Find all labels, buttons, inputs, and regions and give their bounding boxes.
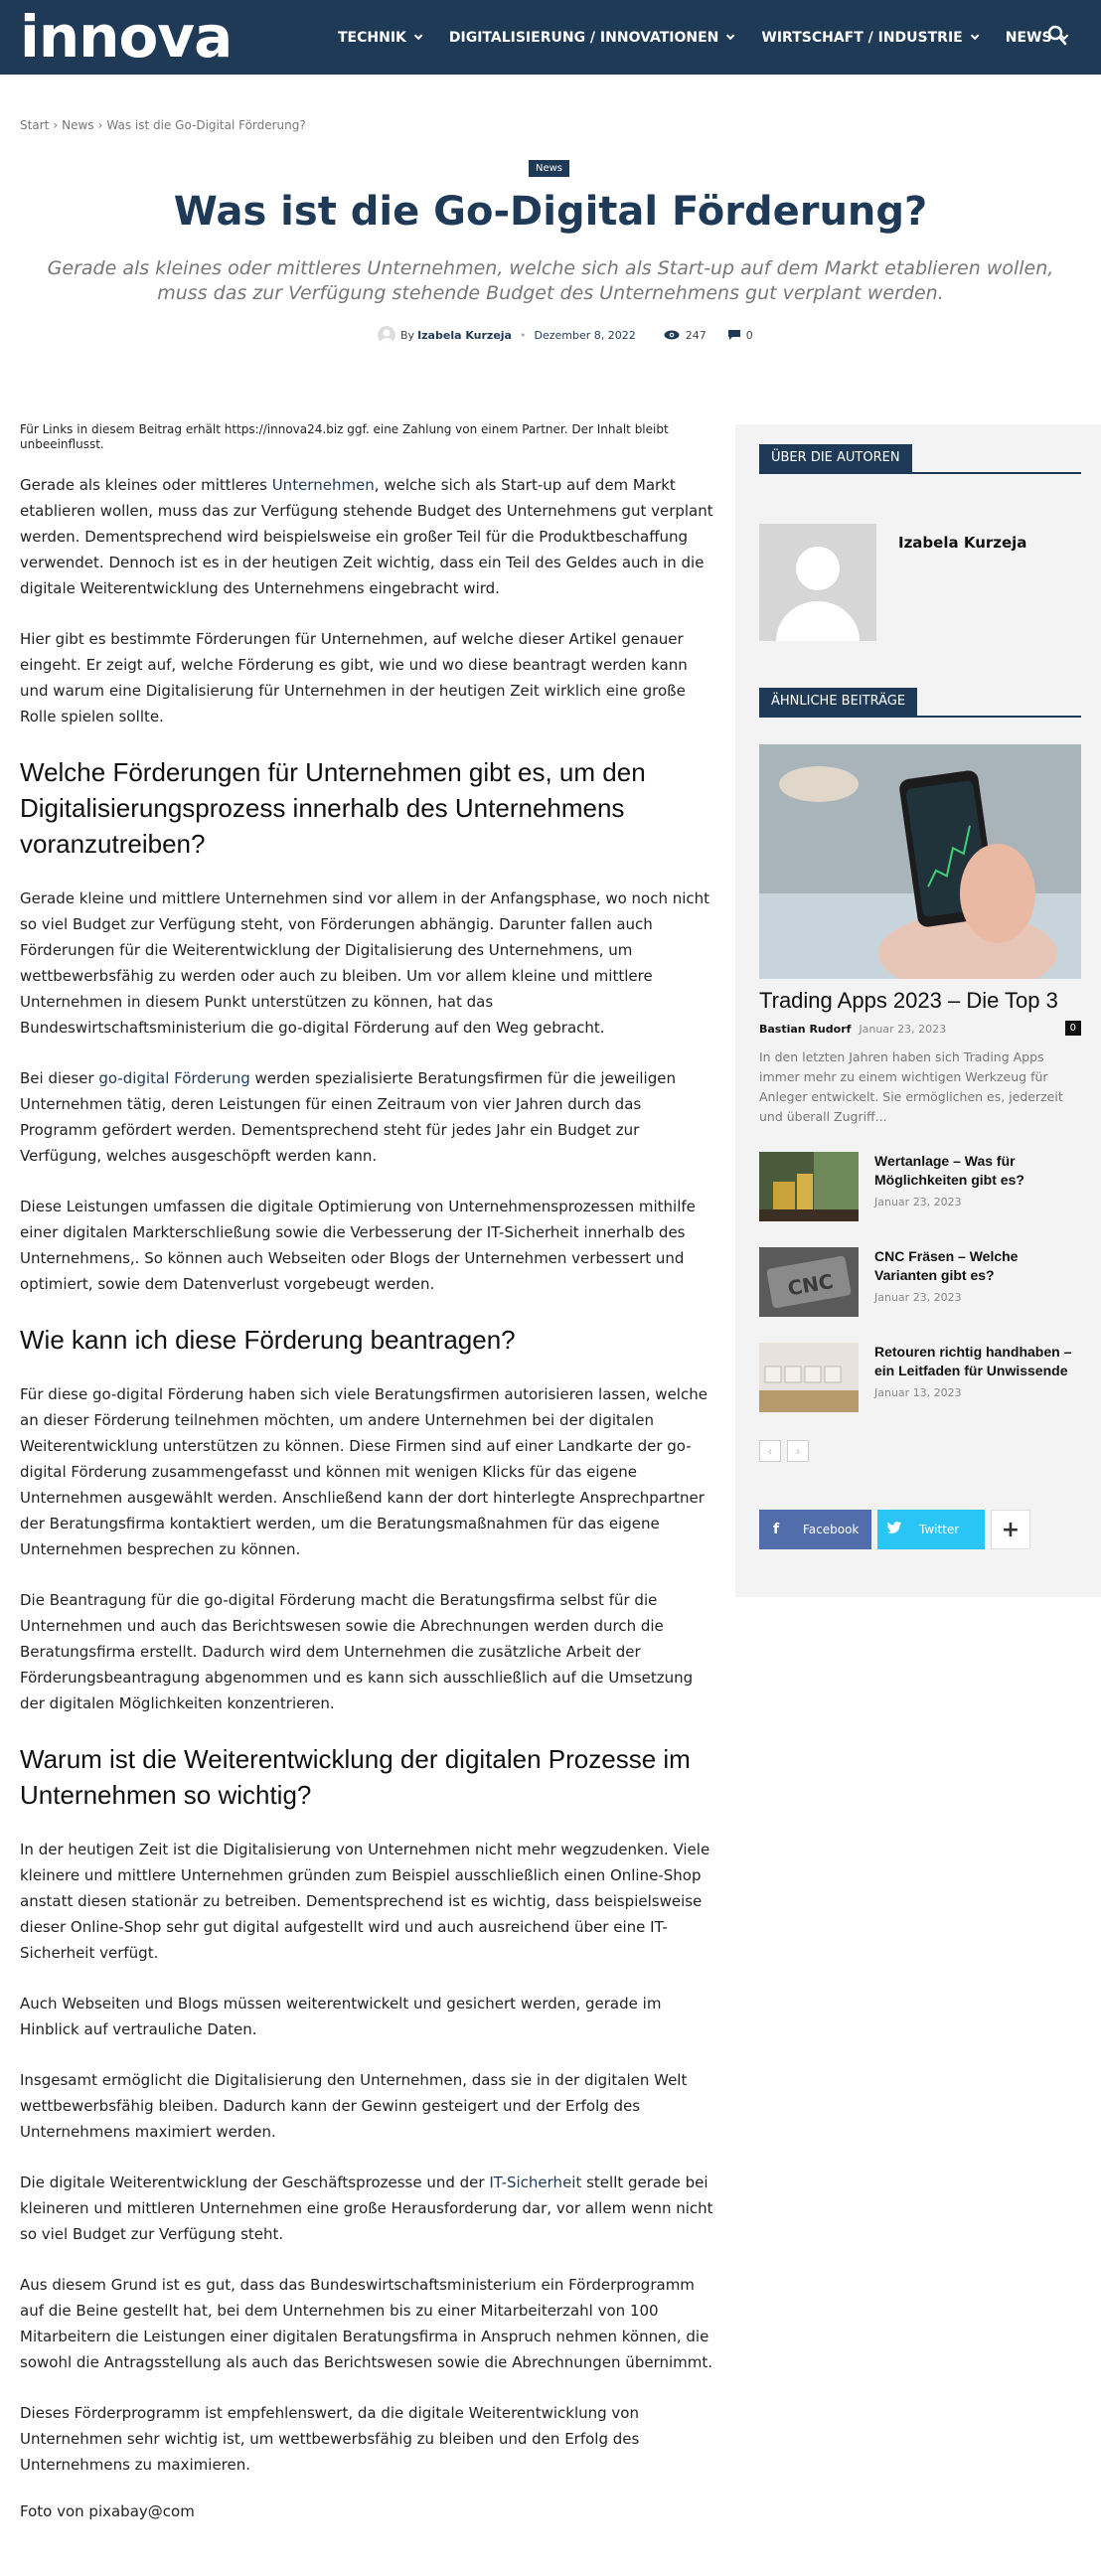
article-content xyxy=(20,422,715,2520)
nav-item-wirtschaft[interactable] xyxy=(761,30,975,46)
category-badge[interactable]: News xyxy=(529,160,569,177)
site-header xyxy=(0,0,1101,75)
author-name[interactable]: Izabela Kurzeja xyxy=(898,534,1027,552)
affiliate-disclaimer: Für Links in diesem Beitrag erhält https://innova24.biz ggf. eine Zahlung von einem Partner. Der Inhalt bleibt unbeeinflusst. xyxy=(20,422,669,451)
featured-post-title[interactable]: Trading Apps 2023 – Die Top 3 xyxy=(759,988,1058,1013)
post-subtitle: Gerade als kleines oder mittleres Unternehmen, welche sich als Start-up auf dem Markt etablieren wollen, muss das zur Verfügung stehende Budget des Unternehmens gut verplant werden. xyxy=(47,257,1054,304)
paragraph xyxy=(20,2170,715,2247)
widget-title-label: ÜBER DIE AUTOREN xyxy=(759,444,912,472)
chevron-down-icon xyxy=(726,31,734,39)
views-value: 247 xyxy=(685,328,707,342)
phone-trading-image xyxy=(759,744,1081,979)
facebook-share-button[interactable] xyxy=(759,1510,871,1549)
related-post-thumbnail[interactable] xyxy=(759,1343,859,1412)
author-avatar[interactable] xyxy=(378,326,395,344)
plus-icon: + xyxy=(1001,1517,1021,1542)
twitter-share-button[interactable] xyxy=(877,1510,985,1549)
related-post-title[interactable]: CNC Fräsen – Welche Varianten gibt es? xyxy=(874,1248,1019,1283)
post-date: Dezember 8, 2022 xyxy=(534,328,636,342)
sidebar xyxy=(735,424,1101,1597)
by-label: By xyxy=(400,328,415,342)
breadcrumb-current: Was ist die Go-Digital Förderung? xyxy=(106,118,306,132)
post-meta xyxy=(378,324,753,346)
site-logo[interactable]: innova xyxy=(20,3,233,71)
related-post-title[interactable]: Retouren richtig handhaben – ein Leitfaden für Unwissende xyxy=(874,1344,1072,1378)
related-post-title[interactable]: Wertanlage – Was für Möglichkeiten gibt es? xyxy=(874,1153,1024,1188)
chevron-down-icon xyxy=(971,31,979,39)
facebook-icon: f xyxy=(772,1522,780,1537)
author-link[interactable]: Izabela Kurzeja xyxy=(417,328,512,342)
chevron-left-icon: ‹ xyxy=(768,1444,772,1458)
more-share-button[interactable] xyxy=(991,1510,1030,1549)
cubes-image xyxy=(759,1343,859,1412)
related-post-thumbnail[interactable] xyxy=(759,1152,859,1221)
views-count xyxy=(664,329,707,342)
page-title: Was ist die Go-Digital Förderung? xyxy=(173,189,928,235)
related-widget-title xyxy=(759,688,1081,718)
share-label: Twitter xyxy=(919,1523,960,1536)
nav-item-technik[interactable] xyxy=(338,30,419,46)
author-box xyxy=(759,524,1027,641)
featured-post-author[interactable]: Bastian Rudorf xyxy=(759,1023,852,1036)
breadcrumb-home[interactable]: Start xyxy=(20,118,50,132)
authors-widget-title xyxy=(759,444,1081,474)
related-post[interactable] xyxy=(759,1152,1081,1221)
next-page-button[interactable] xyxy=(787,1440,809,1462)
paragraph: Diese Leistungen umfassen die digitale Optimierung von Unternehmensprozessen mithilfe einer digitalen Markterschließung sowie die Verbesserung der IT-Sicherheit innerhalb des Unternehmens,. So können auch Webseiten oder Blogs der Unternehmen verbessert und optimiert, sowie dem Datenverlust vorgebeugt werden. xyxy=(20,1198,696,1293)
featured-post-date: Januar 23, 2023 xyxy=(859,1023,947,1036)
comments-value: 0 xyxy=(745,328,753,342)
link-go-digital[interactable]: go-digital Förderung xyxy=(98,1069,250,1087)
paragraph xyxy=(20,1065,715,1169)
paragraph: Hier gibt es bestimmte Förderungen für Unternehmen, auf welche dieser Artikel genauer eingeht. Er zeigt auf, welche Förderung es gibt, wie und wo diese beantragt werden kann und warum eine Digitalisierung für Unternehmen in der heutigen Zeit wirklich eine große Rolle spielen sollte. xyxy=(20,630,688,725)
section-heading: Warum ist die Weiterentwicklung der digitalen Prozesse im Unternehmen so wichtig? xyxy=(20,1744,691,1810)
related-post[interactable] xyxy=(759,1247,1081,1317)
comment-icon xyxy=(728,330,740,340)
text: stellt gerade bei kleineren und mittleren Unternehmen eine große Herausforderung dar, vor allem wenn nicht so viel Budget zur Verfügung steht. xyxy=(20,2174,713,2243)
chevron-down-icon xyxy=(414,31,422,39)
text: Die digitale Weiterentwicklung der Geschäftsprozesse und der xyxy=(20,2174,490,2191)
text: werden spezialisierte Beratungsfirmen für die jeweiligen Unternehmen tätig, deren Leistungen für einen Zeitraum von vier Jahren durch das Programm gefördert werden. Dementsprechend steht für jedes Jahr ein Budget zur Verfügung, welches ausgeschöpft werden kann. xyxy=(20,1069,676,1165)
search-icon[interactable] xyxy=(1047,25,1067,47)
user-icon xyxy=(378,326,395,344)
breadcrumb-news[interactable]: News xyxy=(62,118,94,132)
related-post-thumbnail[interactable] xyxy=(759,1247,859,1317)
cnc-image xyxy=(759,1247,859,1317)
nav-label: WIRTSCHAFT / INDUSTRIE xyxy=(761,29,963,46)
nav-label: NEWS xyxy=(1005,29,1052,46)
section-heading: Wie kann ich diese Förderung beantragen? xyxy=(20,1325,516,1355)
nav-item-digitalisierung[interactable] xyxy=(449,30,732,46)
link-it-sicherheit[interactable]: IT-Sicherheit xyxy=(489,2174,582,2191)
paragraph: Auch Webseiten und Blogs müssen weiterentwickelt und gesichert werden, gerade im Hinblick auf vertrauliche Daten. xyxy=(20,1995,662,2038)
breadcrumb-separator: › xyxy=(53,118,59,132)
paragraph: Dieses Förderprogramm ist empfehlenswert, da die digitale Weiterentwicklung von Unternehmen sehr wichtig ist, um wettbewerbsfähig zu bleiben und den Erfolg des Unternehmens zu maximieren. xyxy=(20,2404,640,2474)
featured-post-excerpt: In den letzten Jahren haben sich Trading Apps immer mehr zu einem wichtigen Werkzeug für Anleger entwickelt. Sie ermöglichen es, jederzeit und überall Zugriff... xyxy=(759,1049,1063,1124)
chevron-right-icon: › xyxy=(796,1444,800,1458)
gold-coins-image xyxy=(759,1152,859,1221)
breadcrumb-separator: › xyxy=(97,118,103,132)
paragraph: Gerade kleine und mittlere Unternehmen sind vor allem in der Anfangsphase, wo noch nicht so viel Budget zur Verfügung steht, von Förderungen abhängig. Darunter fallen auch Förderungen für die Weiterentwicklung der Digitalisierung des Unternehmens, um wettbewerbsfähig zu werden oder auch zu bleiben. Um vor allem kleine und mittlere Unternehmen in diesem Punkt unterstützen zu können, hat das Bundeswirtschaftsministerium die go-digital Förderung auf den Weg gebracht. xyxy=(20,889,710,1037)
paragraph: Für diese go-digital Förderung haben sich viele Beratungsfirmen autorisieren lassen, welche an dieser Förderung teilnehmen möchten, um andere Unternehmen bei der digitalen Weiterentwicklung unterstützen zu können. Diese Firmen sind auf einer Landkarte der go-digital Förderung zusammengefasst und können mit wenigen Klicks für das eigene Unternehmen ausgewählt werden. Anschließend kann der dort hinterlegte Ansprechpartner der Beratungsfirma kontaktiert werden, um die Beratungsmaßnahmen für das eigene Unternehmen besprechen zu können. xyxy=(20,1385,708,1558)
related-pager xyxy=(759,1440,815,1462)
section-heading: Welche Förderungen für Unternehmen gibt es, um den Digitalisierungsprozess innerhalb des Unternehmens voranzutreiben? xyxy=(20,757,646,859)
svg-text:CNC: CNC xyxy=(785,1268,836,1301)
twitter-icon xyxy=(877,1522,911,1537)
nav-label: TECHNIK xyxy=(338,29,406,46)
meta-separator: • xyxy=(519,328,527,342)
paragraph: Aus diesem Grund ist es gut, dass das Bundeswirtschaftsministerium ein Förderprogramm auf die Beine gestellt hat, bei dem Unternehmen bis zu einer Mitarbeiterzahl von 100 Mitarbeitern die Leistungen einer digitalen Beratungsfirma in Anspruch nehmen können, die sowohl die Antragsstellung als auch das Berichtswesen sowie die Abrechnungen übernimmt. xyxy=(20,2276,713,2371)
nav-label: DIGITALISIERUNG / INNOVATIONEN xyxy=(448,29,719,46)
related-post-date: Januar 23, 2023 xyxy=(874,1196,962,1208)
share-label: Facebook xyxy=(803,1523,860,1536)
photo-credit: Foto von pixabay@com xyxy=(20,2502,195,2520)
main-nav xyxy=(338,0,1095,75)
comment-count-badge[interactable]: 0 xyxy=(1065,1021,1081,1036)
widget-title-label: ÄHNLICHE BEITRÄGE xyxy=(759,688,917,716)
breadcrumb xyxy=(20,118,306,132)
comments-count[interactable] xyxy=(728,329,753,342)
share-bar xyxy=(759,1510,1036,1549)
paragraph: In der heutigen Zeit ist die Digitalisierung von Unternehmen nicht mehr wegzudenken. Viele kleinere und mittlere Unternehmen gründen zum Beispiel ausschließlich einen Online-Shop anstatt diesen stationär zu betreiben. Dementsprechend ist es wichtig, dass beispielsweise dieser Online-Shop sehr gut digital aufgestellt wird und auch ausreichend über eine IT-Sicherheit verfügt. xyxy=(20,1841,710,1962)
text: Bei dieser xyxy=(20,1069,99,1087)
related-post-date: Januar 13, 2023 xyxy=(874,1386,962,1399)
link-unternehmen[interactable]: Unternehmen xyxy=(271,476,375,494)
user-icon xyxy=(759,524,876,641)
paragraph: Die Beantragung für die go-digital Förderung macht die Beratungsfirma selbst für die Unternehmen und auch das Berichtswesen sowie die Abrechnungen werden durch die Beratungsfirma erstellt. Dadurch wird dem Unternehmen die zusätzliche Arbeit der Förderungsbeantragung abgenommen und es kann sich ausschließlich auf die Umsetzung der digitalen Möglichkeiten konzentrieren. xyxy=(20,1591,694,1712)
paragraph xyxy=(20,472,715,601)
text: , welche sich als Start-up auf dem Markt etablieren wollen, muss das zur Verfügung stehende Budget des Unternehmens gut verplant werden. Dementsprechend wird beispielsweise ein großer Teil für die Produktbeschaffung verwendet. Dennoch ist es in der heutigen Zeit wichtig, dass ein Teil des Geldes auch in die digitale Weiterentwicklung des Unternehmens eingebracht wird. xyxy=(20,476,713,597)
related-post[interactable] xyxy=(759,1343,1081,1412)
paragraph: Insgesamt ermöglicht die Digitalisierung den Unternehmen, dass sie in der digitalen Welt wettbewerbsfähig bleiben. Dadurch kann der Gewinn gesteigert und der Erfolg des Unternehmens maximiert werden. xyxy=(20,2071,688,2141)
featured-post-meta xyxy=(759,1023,1081,1036)
featured-post-image[interactable] xyxy=(759,744,1081,979)
author-avatar-large[interactable] xyxy=(759,524,876,641)
prev-page-button[interactable] xyxy=(759,1440,781,1462)
related-post-date: Januar 23, 2023 xyxy=(874,1291,962,1304)
eye-icon xyxy=(664,330,680,340)
text: Gerade als kleines oder mittleres xyxy=(20,476,272,494)
